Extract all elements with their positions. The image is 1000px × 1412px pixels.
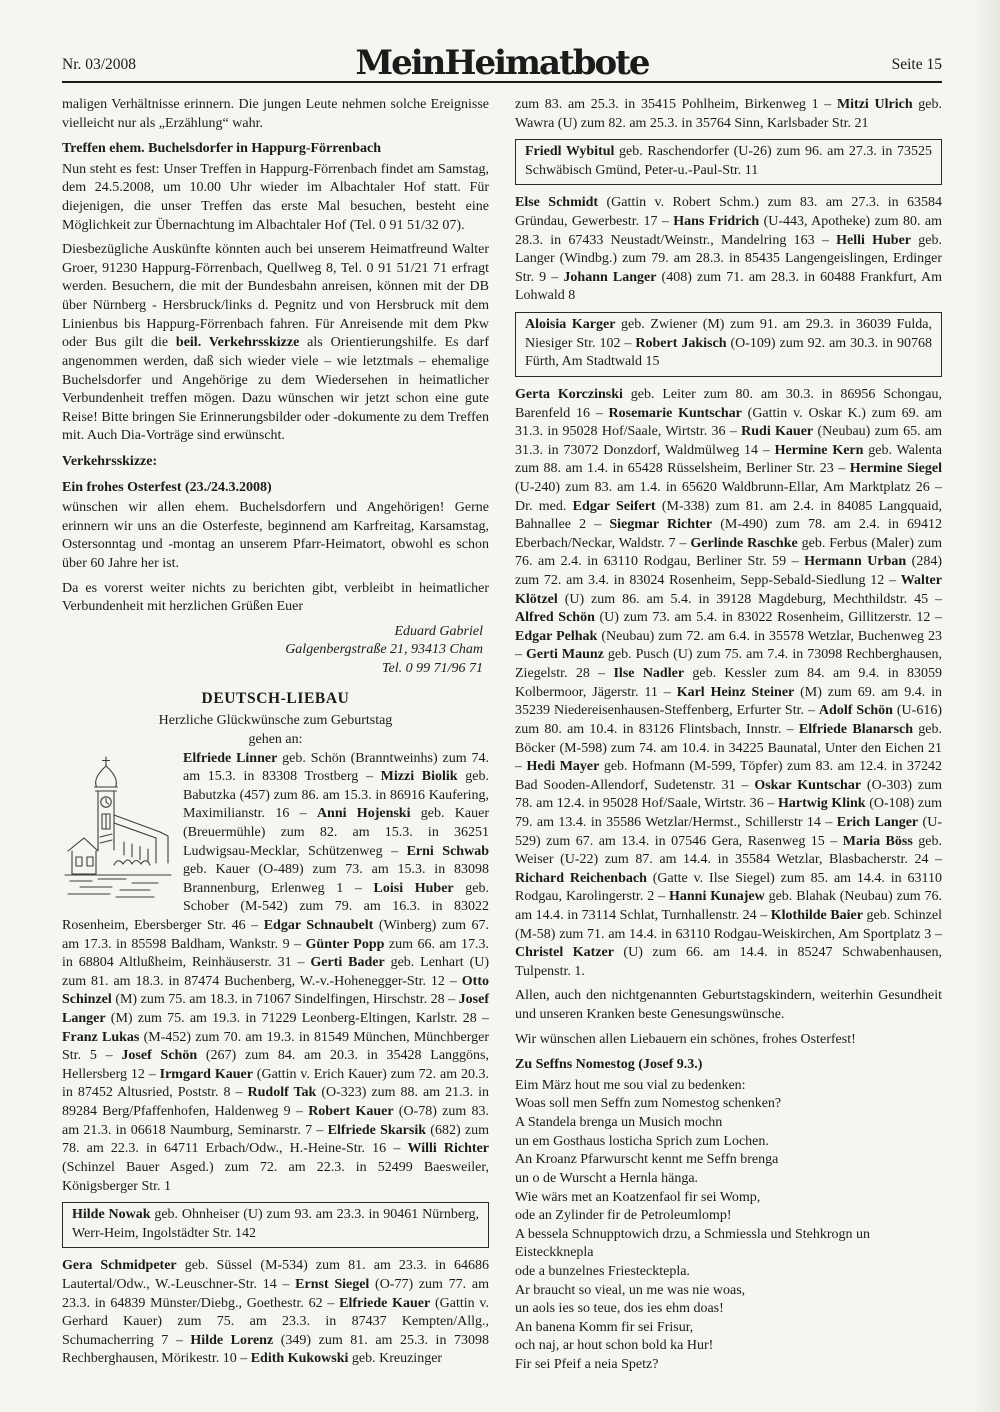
person-name: Robert Jakisch — [635, 335, 727, 351]
text-run: geb. Schinzel (M-58) zum 71. am 14.4. in 63110 Rodgau-Weiskirchen, Am Sportplatz 3 – — [515, 907, 943, 942]
poem-line: ode an Zylinder fir de Petroleumlomp! — [515, 1208, 732, 1224]
boxed-entry — [515, 312, 942, 377]
text-run: (M-452) zum 70. am 19.3. in 81549 München, Münchberger Str. 5 – — [62, 1029, 489, 1064]
person-name: Hermine Siegel — [849, 461, 942, 477]
poem-line: A Standela brenga un Musich mochn — [515, 1115, 723, 1131]
church-sketch-illustration — [62, 753, 174, 903]
person-name: Elfriede Skarsik — [327, 1122, 427, 1138]
person-name: Hilde Nowak — [72, 1207, 151, 1223]
text-run: geb. Leiter zum 80. am 30.3. in 86956 Schongau, Barenfeld 16 – — [515, 386, 942, 421]
person-name: Alfred Schön — [515, 610, 595, 626]
paragraph — [515, 987, 942, 1024]
person-name: Irmgard Kauer — [159, 1066, 253, 1082]
text-run: geb. Walenta zum 88. am 1.4. in 65428 Rüsselsheim, Berliner Str. 23 – — [515, 442, 942, 477]
text-run: Allen, auch den nichtgenannten Geburtstagskindern, weiterhin Gesundheit und unseren Kranken beste Genesungswünsche. — [515, 988, 942, 1023]
person-name: Günter Popp — [305, 936, 385, 952]
person-name: Else Schmidt — [515, 195, 599, 211]
person-name: Gerta Korczinski — [515, 386, 623, 402]
person-name: Hans Fridrich — [673, 214, 760, 230]
person-name: Klothilde Baier — [770, 907, 863, 923]
person-name: Maria Böss — [842, 833, 913, 849]
text-run: (M) zum 69. am 9.4. in 35239 Niedereisenhausen-Steffenberg, Erfurter Str. – — [515, 684, 942, 719]
person-name: Edgar Schnaubelt — [263, 917, 374, 933]
text-run: geb. Langer (Windbg.) zum 79. am 28.3. in 85435 Langengeislingen, Erdinger Str. 9 – — [515, 232, 942, 285]
person-name: Johann Langer — [563, 269, 657, 285]
paragraph — [62, 96, 489, 133]
person-name: Ernst Siegel — [295, 1276, 370, 1292]
paragraph — [62, 580, 489, 617]
text-run: maligen Verhältnisse erinnern. Die jungen Leute nehmen solche Ereignisse vielleicht nur als „Erzählung“ wahr. — [62, 97, 489, 131]
paragraph — [515, 1031, 942, 1050]
section-heading: Ein frohes Osterfest (23./24.3.2008) — [62, 479, 272, 495]
poem-line: Woas soll men Seffn zum Nomestog schenken? — [515, 1096, 782, 1112]
paragraph — [62, 241, 489, 446]
person-name: Otto Schinzel — [62, 973, 489, 1008]
paragraph — [525, 316, 932, 372]
text-run: geb. Zwiener (M) zum 91. am 29.3. in 36039 Fulda, Niesiger Str. 102 – — [525, 317, 932, 351]
person-name: Rudolf Tak — [247, 1085, 317, 1101]
text-run: geb. Kreuzinger — [348, 1351, 443, 1367]
text-run: (Gattin v. Robert Schm.) zum 83. am 27.3. in 63584 Gründau, Gewerbestr. 17 – — [515, 195, 942, 230]
person-name: Christel Katzer — [515, 945, 614, 961]
text-run: (O-108) zum 79. am 13.4. in 35586 Wetzlar/Hermst., Schillerstr 14 – — [515, 796, 942, 830]
text-run: (O-323) zum 88. am 21.3. in 89284 Berg/Pfaffenhofen, Haldenweg 9 – — [62, 1085, 489, 1120]
text-run: geb. Kauer (Breuermühle) zum 82. am 15.3. in 36251 Ludwigsau-Mecklar, Schützenweg – — [183, 806, 489, 859]
section-title: DEUTSCH-LIEBAU — [201, 689, 350, 707]
person-name: Adolf Schön — [818, 703, 893, 719]
signature-line: Eduard Gabriel — [394, 623, 483, 639]
text-run: wünschen wir allen ehem. Buchelsdorfern und Angehörigen! Gerne erinnern wir uns an die Osterfeste, beginnend am Karfreitag, Karsamstag, Ostersonntag und -montag an unserem Pfarr-Heimatort, obwohl es schon über 60 Jahre her ist. — [62, 500, 489, 572]
poem-line: A bessela Schnupptowich drzu, a Schmiessla und Stehkrogn un Eisteckknepla — [515, 1226, 871, 1261]
text-run: (Neubau) zum 72. am 6.4. in 35578 Wetzlar, Buchenweg 23 – — [515, 628, 942, 663]
person-name: Hilde Lorenz — [190, 1332, 274, 1348]
poem-line: Ar braucht so vieal, un me was nie woas, — [515, 1282, 746, 1298]
person-name: Josef Langer — [62, 992, 489, 1027]
person-name: Franz Lukas — [62, 1029, 140, 1045]
person-name: Edith Kukowski — [250, 1351, 349, 1367]
person-name: Elfriede Linner — [183, 750, 278, 766]
centered-text: Herzliche Glückwünsche zum Geburtstag — [158, 713, 393, 729]
text-run: geb. Kessler zum 84. am 9.4. in 83059 Kolbermoor, Jägerstr. 11 – — [515, 666, 942, 700]
text-run: geb. Lenhart (U) zum 81. am 18.3. in 87474 Buchenberg, W.-v.-Hohenegger-Str. 12 – — [62, 955, 490, 989]
text-run: (682) zum 78. am 22.3. in 64711 Erbach/Odw., H.-Heine-Str. 16 – — [62, 1122, 489, 1157]
text-run: Diesbezügliche Auskünfte könnten auch bei unserem Heimatfreund Walter Groer, 91230 Happurg-Förrenbach, Quellweg 8, Tel. 0 91 51/21 71 erfragt werden. Besuchern, die mit der Bundesbahn anreisen, können mit der DB über Nürnberg - Hersbruck/links d. Pegnitz und von Hersbruck mit dem Linienbus bis Happurg-Förrenbach fahren. Für Anreisende mit dem Pkw oder Bus gilt die — [62, 242, 489, 351]
poem-line: och naj, ar hout schon bold ka Hur! — [515, 1338, 714, 1354]
person-name: Anni Hojenski — [316, 806, 411, 822]
poem-line: un em Gosthaus losticha Sprich zum Lochen. — [515, 1133, 769, 1149]
person-name: Erni Schwab — [406, 843, 489, 859]
text-run: (U) zum 86. am 5.4. in 39128 Magdeburg, Mechthildstr. 45 – — [557, 591, 942, 607]
person-name: Friedl Wybitul — [525, 144, 615, 160]
text-run: (U) zum 66. am 14.4. in 85247 Schwabenhausen, Tulpenstr. 1. — [515, 945, 942, 979]
text-run: (U) zum 73. am 5.4. in 83022 Rosenheim, Gillitzerstr. 12 – — [594, 610, 942, 626]
text-run: (Gattin v. Erich Kauer) zum 72. am 20.3. in 87452 Altusried, Poststr. 8 – — [62, 1066, 489, 1101]
person-name: Hedi Mayer — [526, 759, 600, 775]
text-run: Wir wünschen allen Liebauern ein schönes, frohes Osterfest! — [515, 1031, 856, 1047]
person-name: Gerti Bader — [310, 955, 385, 971]
person-name: Karl Heinz Steiner — [676, 684, 795, 700]
left-column — [62, 96, 489, 1375]
boxed-entry — [515, 139, 942, 185]
text-run: (349) zum 81. am 25.3. in 73098 Rechberghausen, Mörikestr. 10 – — [62, 1332, 490, 1367]
centered-text: gehen an: — [248, 731, 303, 747]
person-name: Richard Reichenbach — [515, 870, 647, 886]
page-header — [62, 32, 942, 83]
text-run: (Winberg) zum 67. am 17.3. in 85598 Baldham, Wankstr. 9 – — [62, 917, 490, 952]
person-name: Elfriede Kauer — [339, 1295, 431, 1311]
person-name: Helli Huber — [836, 232, 912, 248]
text-run: (408) zum 71. am 28.3. in 60488 Frankfurt, Am Lohwald 8 — [515, 269, 942, 304]
paragraph — [525, 143, 932, 180]
text-run: geb. Böcker (M-598) zum 74. am 10.4. in 34225 Baunatal, Unter den Eichen 21 – — [515, 721, 942, 775]
person-name: Oskar Kuntschar — [754, 777, 862, 793]
text-run: geb. Kauer (O-489) zum 73. am 15.3. in 83098 Brannenburg, Erlenweg 1 – — [183, 862, 489, 896]
person-name: Willi Richter — [407, 1141, 489, 1157]
text-run: Nun steht es fest: Unser Treffen in Happurg-Förrenbach findet am Samstag, dem 24.5.2008, um 10.00 Uhr wieder im Albachtaler Hof statt. Für diejenigen, die unser Treffen das erste Mal besuchen, besteht eine Möglichkeit zur Übernachtung im Albachtaler Hof (Tel. 0 91 51/32 07). — [62, 161, 489, 233]
poem-line: un o de Wurscht a Hernla hänga. — [515, 1170, 699, 1186]
poem-line: un aols ies so teue, dos ies ehm doas! — [515, 1301, 724, 1317]
page-number: Seite 15 — [891, 56, 942, 73]
person-name: Edgar Seifert — [572, 498, 656, 514]
person-name: beil. Verkehrsskizze — [175, 335, 300, 351]
text-run: zum 66. am 17.3. in 68804 Altlußheim, Reinhäuserstr. 31 – — [62, 936, 489, 971]
person-name: Robert Kauer — [308, 1104, 394, 1120]
poem-line: An Kroanz Pfarwurscht kennt me Seffn brenga — [515, 1152, 779, 1168]
text-run: (M) zum 75. am 18.3. in 71067 Sindelfingen, Hirschstr. 28 – — [111, 992, 459, 1008]
person-name: Gerti Maunz — [526, 647, 604, 663]
text-run: (O-109) zum 92. am 30.3. in 90768 Fürth, Am Stadtwald 15 — [525, 335, 932, 370]
person-name: Loisi Huber — [373, 880, 454, 896]
person-name: Walter Klötzel — [515, 573, 942, 607]
text-run: (Gattin v. Gerhard Kauer) zum 75. am 23.3. in 87437 Kempten/Allg., Schumacherring 7 – — [62, 1295, 490, 1348]
paragraph — [62, 499, 489, 573]
person-name: Gera Schmidpeter — [62, 1258, 177, 1274]
person-name: Mitzi Ulrich — [836, 97, 913, 112]
poem-line: Fir sei Pfeif a neia Spetz? — [515, 1357, 659, 1372]
text-run: geb. Hofmann (M-599, Töpfer) zum 83. am 12.4. in 37242 Bad Sooden-Allendorf, Sudetenstr. 31 – — [515, 759, 942, 793]
text-run: (U-240) zum 83. am 1.4. in 65620 Waldbrunn-Ellar, Am Marktplatz 26 – Dr. med. — [515, 479, 942, 514]
text-run: (M-338) zum 81. am 2.4. in 84085 Langquaid, Bahnallee 2 – — [515, 498, 942, 533]
person-name: Edgar Pelhak — [515, 628, 598, 644]
paragraph — [72, 1206, 479, 1243]
person-name: Hermann Urban — [804, 554, 907, 570]
paragraph — [515, 386, 942, 982]
text-run: Da es vorerst weiter nichts zu berichten gibt, verbleibt in heimatlicher Verbundenheit mit herzlichen Grüßen Euer — [62, 580, 489, 615]
poem-line: An banena Komm fir sei Frisur, — [515, 1319, 694, 1335]
text-run: (M) zum 75. am 19.3. in 71229 Leonberg-Eltingen, Karlstr. 28 – — [105, 1011, 489, 1027]
paragraph — [62, 161, 489, 235]
person-name: Mizzi Biolik — [380, 769, 458, 785]
person-name: Hartwig Klink — [777, 796, 866, 812]
text-run: (Neubau) zum 65. am 31.3. in 73072 Donzdorf, Waldmülweg 14 – — [515, 424, 942, 458]
signature-line: Tel. 0 99 71/96 71 — [382, 661, 483, 677]
poem-line: ode a bunzelnes Friestecktepla. — [515, 1263, 690, 1279]
text-run: (Gatte v. Ilse Siegel) zum 85. am 14.4. in 63110 Rodgau, Karolingerstr. 2 – — [515, 870, 942, 905]
person-name: Rosemarie Kuntschar — [608, 405, 742, 421]
text-run: geb. Blahak (Neubau) zum 76. am 14.4. in 73114 Schlat, Turnhallenstr. 24 – — [515, 889, 942, 923]
paragraph — [62, 1257, 489, 1369]
text-run: (Schinzel Bauer Asged.) zum 72. am 22.3. in 52499 Baesweiler, Königsberger Str. 1 — [62, 1159, 489, 1194]
text-run: geb. Raschendorfer (U-26) zum 96. am 27.3. in 73525 Schwäbisch Gmünd, Peter-u.-Paul-Str. 11 — [525, 144, 932, 178]
text-run: geb. Schober (M-542) zum 79. am 16.3. in 83022 Rosenheim, Ebersberger Str. 46 – — [62, 880, 489, 933]
text-run: (U-443, Apotheke) zum 80. am 28.3. in 67433 Neustadt/Weinstr., Mandelring 163 – — [515, 214, 942, 248]
text-run: (U-616) zum 80. am 10.4. in 83126 Flintsbach, Innstr. – — [515, 703, 942, 737]
person-name: Ilse Nadler — [613, 666, 685, 682]
text-run: geb. Süssel (M-534) zum 81. am 23.3. in 64686 Lautertal/Odw., W.-Leuschner-Str. 14 – — [62, 1258, 489, 1292]
text-run: (O-78) zum 83. am 21.3. in 06618 Naumburg, Seminarstr. 7 – — [62, 1104, 489, 1138]
boxed-entry — [62, 1202, 489, 1248]
issue-number: Nr. 03/2008 — [62, 56, 137, 73]
text-run: als Orientierungshilfe. Es darf angenommen werden, daß sich wieder viele – wie letztmals – ehemalige Buchelsdorfer und Angehörige zu dem Wiedersehen in heimatlicher Verbundenheit treffen mögen. Dazu wünschen wir jetzt schon eine gute Reise! Bitte bringen Sie Erinnerungsbilder oder -dokumente zu dem Treffen mit. Auch Dia-Vorträge sind erwünscht. — [62, 335, 490, 444]
right-column — [515, 96, 942, 1375]
text-run: (Gattin v. Oskar K.) zum 69. am 31.3. in 95028 Hof/Saale, Wirtstr. 36 – — [515, 405, 942, 440]
text-run: geb. Schön (Branntweinhs) zum 74. am 15.3. in 83308 Trostberg – — [183, 750, 489, 785]
text-run: (284) zum 72. am 3.4. in 83024 Rosenheim, Sepp-Sebald-Siedlung 12 – — [515, 554, 943, 589]
person-name: Aloisia Karger — [525, 317, 616, 333]
masthead-logo: MeinHeimatbote — [355, 43, 649, 83]
signature-line: Galgenbergstraße 21, 93413 Cham — [285, 642, 483, 658]
text-run: geb. Ohnheiser (U) zum 93. am 23.3. in 90461 Nürnberg, Werr-Heim, Ingolstädter Str. 142 — [72, 1207, 479, 1241]
text-run: (267) zum 84. am 20.3. in 35428 Langgöns, Hellersberg 12 – — [62, 1048, 489, 1082]
signature-block — [62, 623, 483, 679]
section-heading: Verkehrsskizze: — [62, 453, 158, 469]
text-run: (U-529) zum 67. am 13.4. in 07546 Gera, Rasenweg 15 – — [515, 814, 942, 849]
person-name: Josef Schön — [121, 1048, 198, 1064]
person-name: Erich Langer — [836, 814, 919, 830]
person-name: Hanni Kunajew — [669, 889, 765, 905]
person-name: Siegmar Richter — [609, 517, 713, 533]
text-run: (O-77) zum 77. am 23.3. in 64839 Münster/Diebg., Goethestr. 62 – — [62, 1276, 489, 1311]
text-run: geb. Ferbus (Maler) zum 76. am 2.4. in 63110 Rodgau, Berliner Str. 59 – — [515, 535, 942, 570]
text-run: geb. Wawra (U) zum 82. am 25.3. in 35764 Sinn, Karlsbader Str. 21 — [515, 97, 942, 131]
church-sketch-svg — [62, 753, 174, 903]
text-run: (O-303) zum 78. am 12.4. in 95028 Hof/Saale, Wirtstr. 36 – — [515, 777, 942, 812]
section-heading: Treffen ehem. Buchelsdorfer in Happurg-Förrenbach — [62, 141, 381, 157]
paragraph — [515, 96, 942, 133]
person-name: Elfriede Blanarsch — [798, 721, 914, 737]
article-columns — [62, 96, 942, 1375]
poem-line: Wie wärs met an Koatzenfaol fir sei Womp, — [515, 1189, 761, 1205]
poem-line: Eim März hout me sou vial zu bedenken: — [515, 1077, 746, 1093]
person-name: Gerlinde Raschke — [690, 535, 798, 551]
text-run: (M-490) zum 78. am 2.4. in 69412 Eberbach/Neckar, Waldstr. 7 – — [515, 517, 942, 551]
text-run: geb. Pusch (U) zum 75. am 7.4. in 73098 Rechberghausen, Ziegelstr. 28 – — [515, 647, 942, 682]
person-name: Hermine Kern — [774, 442, 864, 458]
text-run: zum 83. am 25.3. in 35415 Pohlheim, Birkenweg 1 – — [515, 97, 837, 112]
person-name: Rudi Kauer — [741, 424, 814, 440]
section-heading: Zu Seffns Nomestog (Josef 9.3.) — [515, 1057, 703, 1073]
paragraph — [515, 194, 942, 306]
paragraph — [62, 750, 489, 1197]
text-run: geb. Babutzka (457) zum 86. am 15.3. in 86916 Kaufering, Maximilianstr. 16 – — [183, 769, 489, 822]
text-run: geb. Weiser (U-22) zum 87. am 14.4. in 35584 Wetzlar, Blasbacherstr. 24 – — [515, 833, 942, 868]
